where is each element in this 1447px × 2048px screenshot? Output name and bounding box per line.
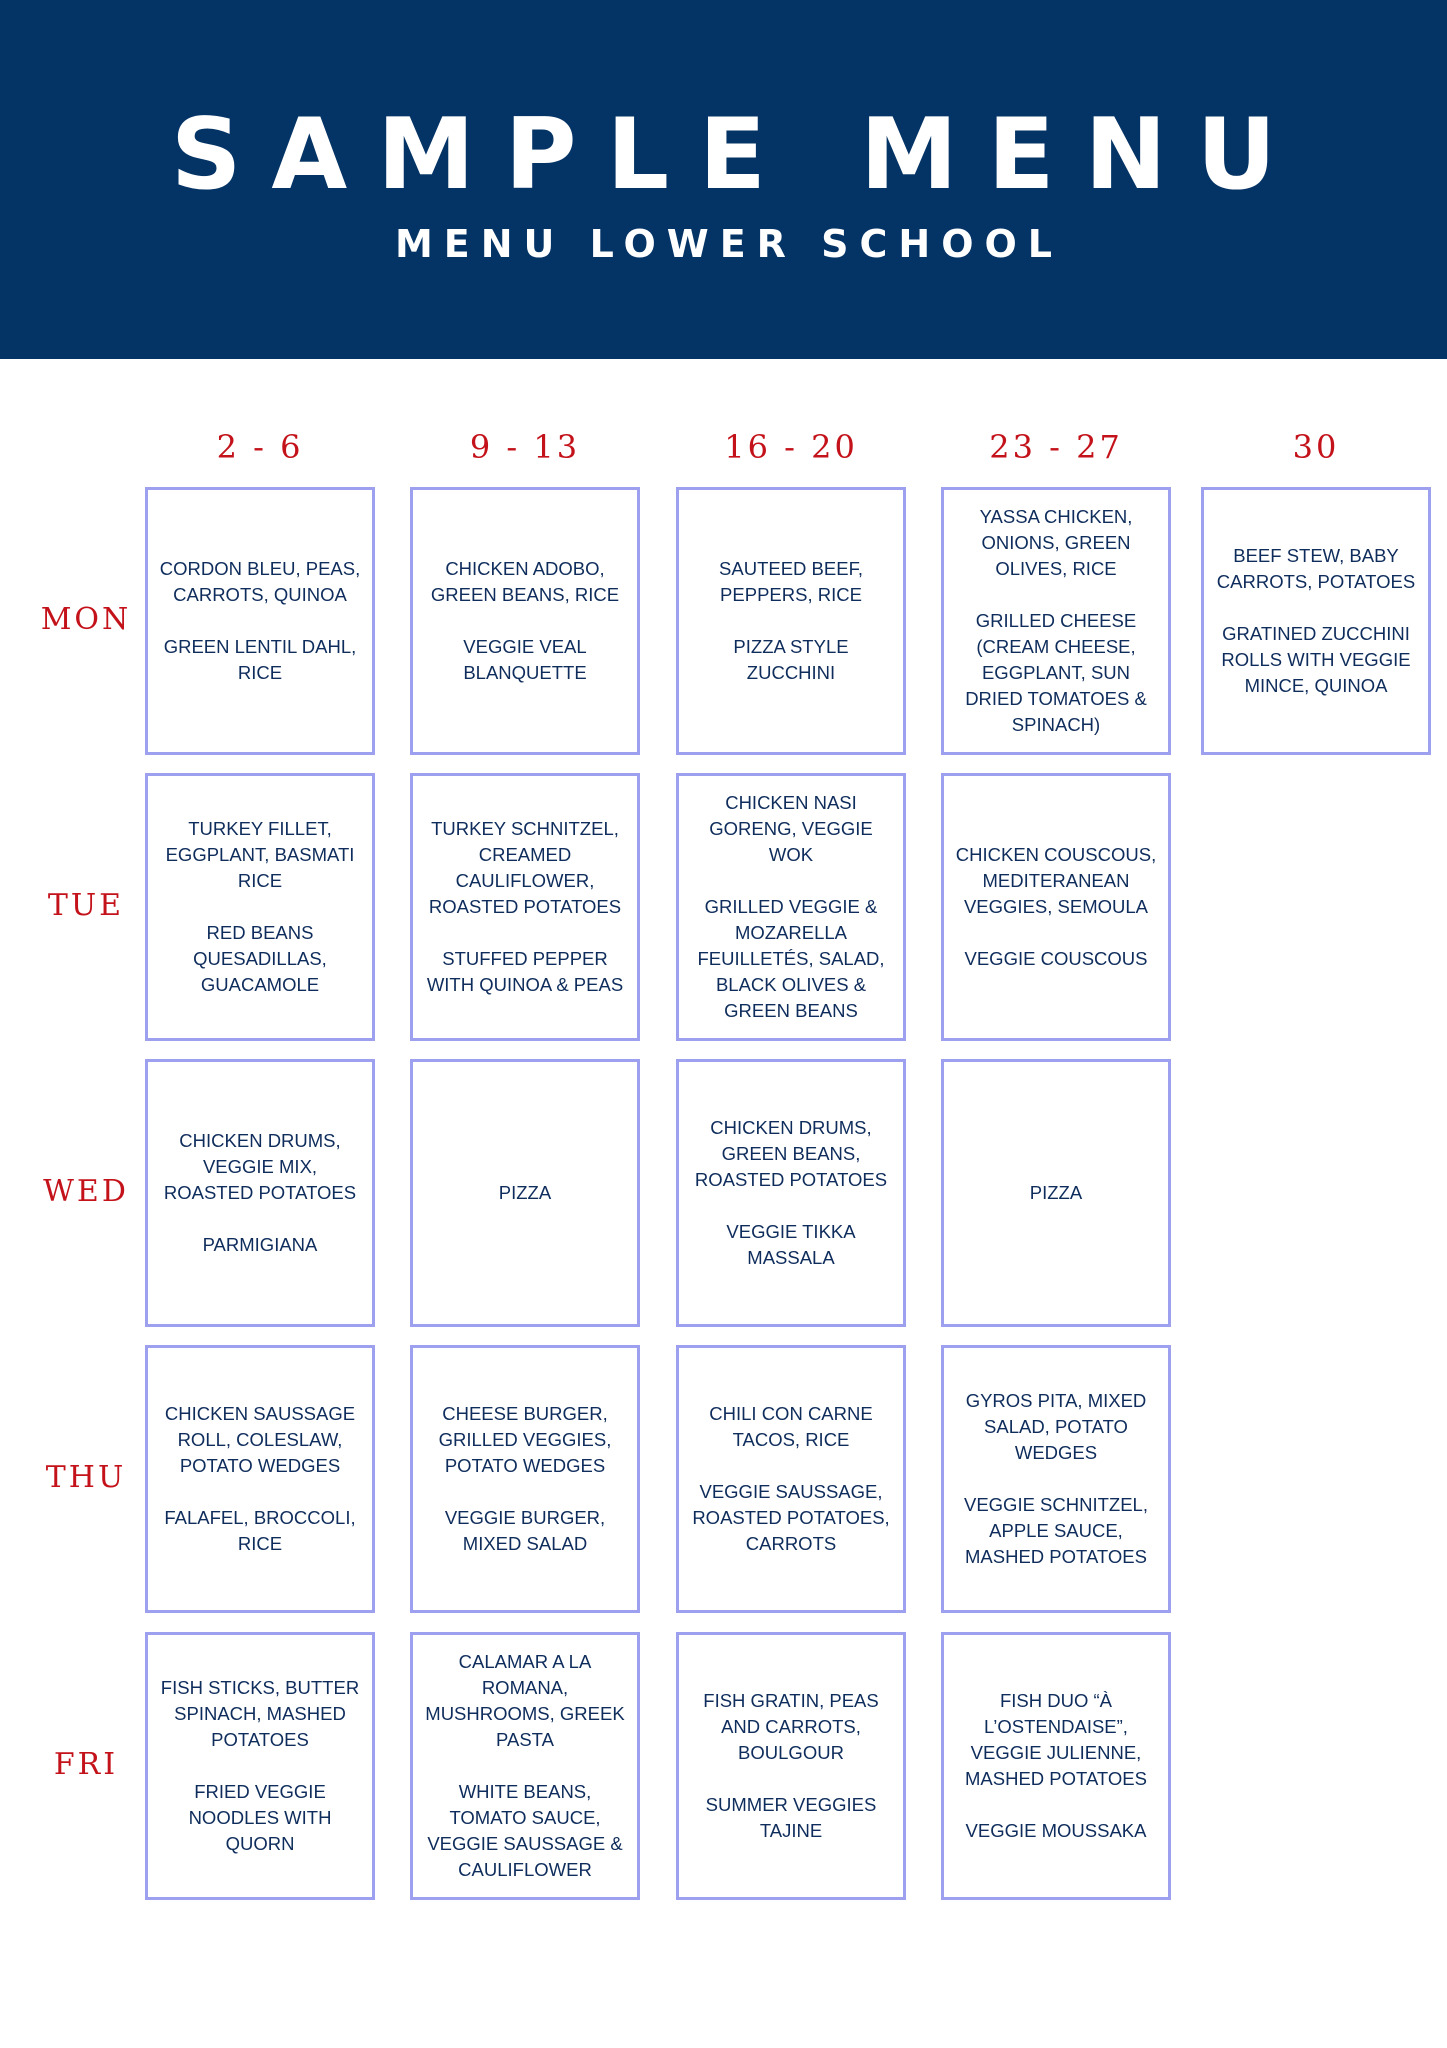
menu-cell — [676, 1059, 906, 1327]
veggie-dish: VEGGIE COUSCOUS — [964, 948, 1148, 969]
menu-cell — [941, 1059, 1171, 1327]
veggie-dish: PARMIGIANA — [202, 1234, 318, 1255]
main-dish: FISH DUO “À L’OSTENDAISE”, VEGGIE JULIENNE, MASHED POTATOES — [965, 1690, 1147, 1789]
veggie-dish: GRILLED VEGGIE & MOZARELLA FEUILLETÉS, SALAD, BLACK OLIVES & GREEN BEANS — [697, 896, 885, 1021]
menu-cell — [410, 773, 640, 1041]
day-label-wed: WED — [43, 1174, 129, 1209]
veggie-dish: FRIED VEGGIE NOODLES WITH QUORN — [188, 1781, 332, 1854]
veggie-dish: FALAFEL, BROCCOLI, RICE — [164, 1507, 356, 1554]
veggie-dish: GRATINED ZUCCHINI ROLLS WITH VEGGIE MINCE, QUINOA — [1221, 623, 1411, 696]
menu-cell — [676, 773, 906, 1041]
veggie-dish: VEGGIE SAUSSAGE, ROASTED POTATOES, CARROTS — [692, 1481, 890, 1554]
menu-cell — [676, 1345, 906, 1613]
week-header: 2 - 6 — [216, 428, 304, 466]
main-dish: CORDON BLEU, PEAS, CARROTS, QUINOA — [159, 558, 361, 605]
week-header: 9 - 13 — [469, 428, 581, 466]
menu-cell — [941, 1632, 1171, 1900]
main-dish: CHICKEN COUSCOUS, MEDITERANEAN VEGGIES, SEMOULA — [955, 844, 1157, 917]
page-title: SAMPLE MENU — [170, 98, 1307, 212]
main-dish: BEEF STEW, BABY CARROTS, POTATOES — [1216, 545, 1416, 592]
main-dish: SAUTEED BEEF, PEPPERS, RICE — [719, 558, 863, 605]
menu-cell — [941, 773, 1171, 1041]
main-dish: TURKEY SCHNITZEL, CREAMED CAULIFLOWER, ROASTED POTATOES — [428, 818, 622, 917]
menu-cell — [1201, 487, 1431, 755]
veggie-dish: GREEN LENTIL DAHL, RICE — [163, 636, 357, 683]
veggie-dish: VEGGIE VEAL BLANQUETTE — [463, 636, 587, 683]
main-dish: CHICKEN NASI GORENG, VEGGIE WOK — [709, 792, 873, 865]
main-dish: CHICKEN ADOBO, GREEN BEANS, RICE — [430, 558, 620, 605]
veggie-dish: VEGGIE BURGER, MIXED SALAD — [444, 1507, 606, 1554]
main-dish: CALAMAR A LA ROMANA, MUSHROOMS, GREEK PASTA — [425, 1651, 625, 1750]
veggie-dish: RED BEANS QUESADILLAS, GUACAMOLE — [193, 922, 327, 995]
main-dish: CHICKEN DRUMS, GREEN BEANS, ROASTED POTATOES — [694, 1117, 888, 1190]
day-label-fri: FRI — [53, 1747, 119, 1782]
main-dish: YASSA CHICKEN, ONIONS, GREEN OLIVES, RICE — [979, 506, 1133, 579]
week-header: 23 - 27 — [989, 428, 1123, 466]
menu-cell — [676, 1632, 906, 1900]
week-header: 30 — [1292, 428, 1340, 466]
menu-cell — [941, 1345, 1171, 1613]
main-dish: CHEESE BURGER, GRILLED VEGGIES, POTATO WEDGES — [438, 1403, 612, 1476]
menu-cell — [410, 1059, 640, 1327]
week-header: 16 - 20 — [724, 428, 858, 466]
menu-cell — [145, 773, 375, 1041]
menu-cell — [410, 1345, 640, 1613]
day-label-mon: MON — [40, 602, 132, 637]
veggie-dish: STUFFED PEPPER WITH QUINOA & PEAS — [426, 948, 624, 995]
day-label-thu: THU — [45, 1460, 127, 1495]
veggie-dish: PIZZA STYLE ZUCCHINI — [733, 636, 849, 683]
veggie-dish: WHITE BEANS, TOMATO SAUCE, VEGGIE SAUSSAGE & CAULIFLOWER — [427, 1781, 623, 1880]
main-dish: GYROS PITA, MIXED SALAD, POTATO WEDGES — [965, 1390, 1147, 1463]
veggie-dish: VEGGIE MOUSSAKA — [965, 1820, 1147, 1841]
veggie-dish: GRILLED CHEESE (CREAM CHEESE, EGGPLANT, SUN DRIED TOMATOES & SPINACH) — [965, 610, 1147, 735]
menu-cell — [145, 1345, 375, 1613]
menu-cell — [145, 487, 375, 755]
menu-cell — [410, 487, 640, 755]
main-dish: PIZZA — [1029, 1182, 1083, 1203]
veggie-dish: VEGGIE TIKKA MASSALA — [726, 1221, 856, 1268]
main-dish: FISH STICKS, BUTTER SPINACH, MASHED POTATOES — [160, 1677, 360, 1750]
main-dish: FISH GRATIN, PEAS AND CARROTS, BOULGOUR — [703, 1690, 879, 1763]
menu-cell — [941, 487, 1171, 755]
veggie-dish: VEGGIE SCHNITZEL, APPLE SAUCE, MASHED POTATOES — [963, 1494, 1148, 1567]
menu-cell — [145, 1632, 375, 1900]
menu-cell — [410, 1632, 640, 1900]
menu-cell — [145, 1059, 375, 1327]
page-subtitle: MENU LOWER SCHOOL — [394, 222, 1064, 266]
menu-cell — [676, 487, 906, 755]
main-dish: TURKEY FILLET, EGGPLANT, BASMATI RICE — [165, 818, 355, 891]
main-dish: CHICKEN SAUSSAGE ROLL, COLESLAW, POTATO WEDGES — [164, 1403, 356, 1476]
main-dish: PIZZA — [498, 1182, 552, 1203]
main-dish: CHICKEN DRUMS, VEGGIE MIX, ROASTED POTATOES — [163, 1130, 357, 1203]
header-banner — [0, 0, 1447, 359]
day-label-tue: TUE — [47, 888, 125, 923]
veggie-dish: SUMMER VEGGIES TAJINE — [705, 1794, 877, 1841]
main-dish: CHILI CON CARNE TACOS, RICE — [709, 1403, 873, 1450]
